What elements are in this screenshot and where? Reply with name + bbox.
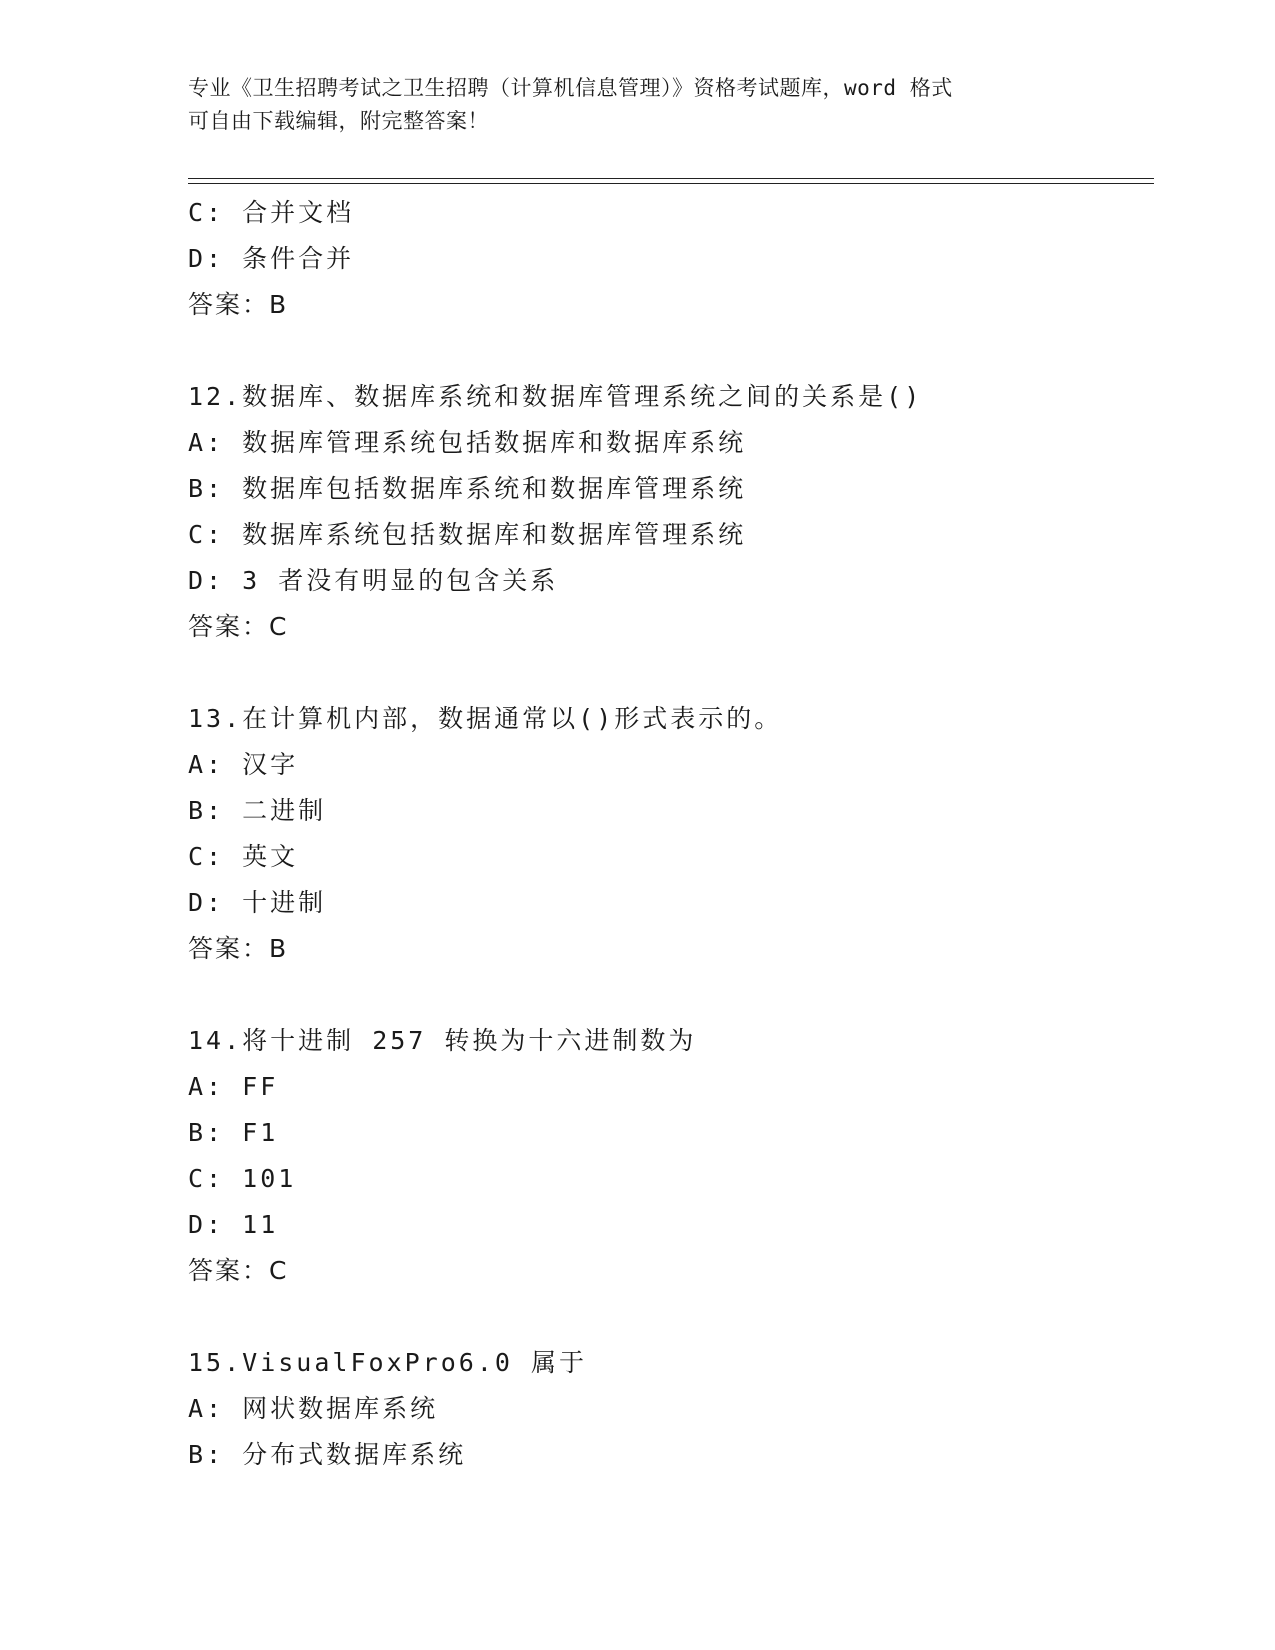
option-d: D: 十进制 xyxy=(188,888,327,917)
option-d: D: 条件合并 xyxy=(188,244,355,273)
document-header xyxy=(188,72,1088,138)
question-list xyxy=(188,190,1168,1478)
question-stem: 14.将十进制 257 转换为十六进制数为 xyxy=(188,1026,697,1055)
spacer xyxy=(188,972,1168,1018)
question-stem: 12.数据库、数据库系统和数据库管理系统之间的关系是() xyxy=(188,382,923,411)
option-c: C: 101 xyxy=(188,1164,297,1193)
option-a: A: 网状数据库系统 xyxy=(188,1394,439,1423)
option-b: B: 二进制 xyxy=(188,796,327,825)
question-15 xyxy=(188,1340,1168,1478)
spacer xyxy=(188,650,1168,696)
header-line-2: 可自由下载编辑，附完整答案！ xyxy=(188,109,489,133)
question-14 xyxy=(188,1018,1168,1294)
answer-line: 答案：B xyxy=(188,290,289,319)
option-c: C: 数据库系统包括数据库和数据库管理系统 xyxy=(188,520,747,549)
question-13 xyxy=(188,696,1168,972)
answer-line: 答案：B xyxy=(188,934,289,963)
option-a: A: FF xyxy=(188,1072,279,1101)
spacer xyxy=(188,328,1168,374)
header-line-1: 专业《卫生招聘考试之卫生招聘（计算机信息管理）》资格考试题库，word 格式 xyxy=(188,76,953,100)
question-11-partial xyxy=(188,190,1168,328)
option-b: B: 分布式数据库系统 xyxy=(188,1440,467,1469)
option-c: C: 英文 xyxy=(188,842,299,871)
option-b: B: F1 xyxy=(188,1118,279,1147)
option-d: D: 3 者没有明显的包含关系 xyxy=(188,566,559,595)
option-d: D: 11 xyxy=(188,1210,279,1239)
question-12 xyxy=(188,374,1168,650)
option-c: C: 合并文档 xyxy=(188,198,355,227)
option-a: A: 数据库管理系统包括数据库和数据库系统 xyxy=(188,428,747,457)
spacer xyxy=(188,1294,1168,1340)
header-divider-top xyxy=(188,178,1154,179)
question-stem: 15.VisualFoxPro6.0 属于 xyxy=(188,1348,587,1377)
answer-line: 答案：C xyxy=(188,1256,289,1285)
header-divider-bottom xyxy=(188,183,1154,184)
option-b: B: 数据库包括数据库系统和数据库管理系统 xyxy=(188,474,747,503)
question-stem: 13.在计算机内部，数据通常以()形式表示的。 xyxy=(188,704,783,733)
answer-line: 答案：C xyxy=(188,612,289,641)
option-a: A: 汉字 xyxy=(188,750,299,779)
